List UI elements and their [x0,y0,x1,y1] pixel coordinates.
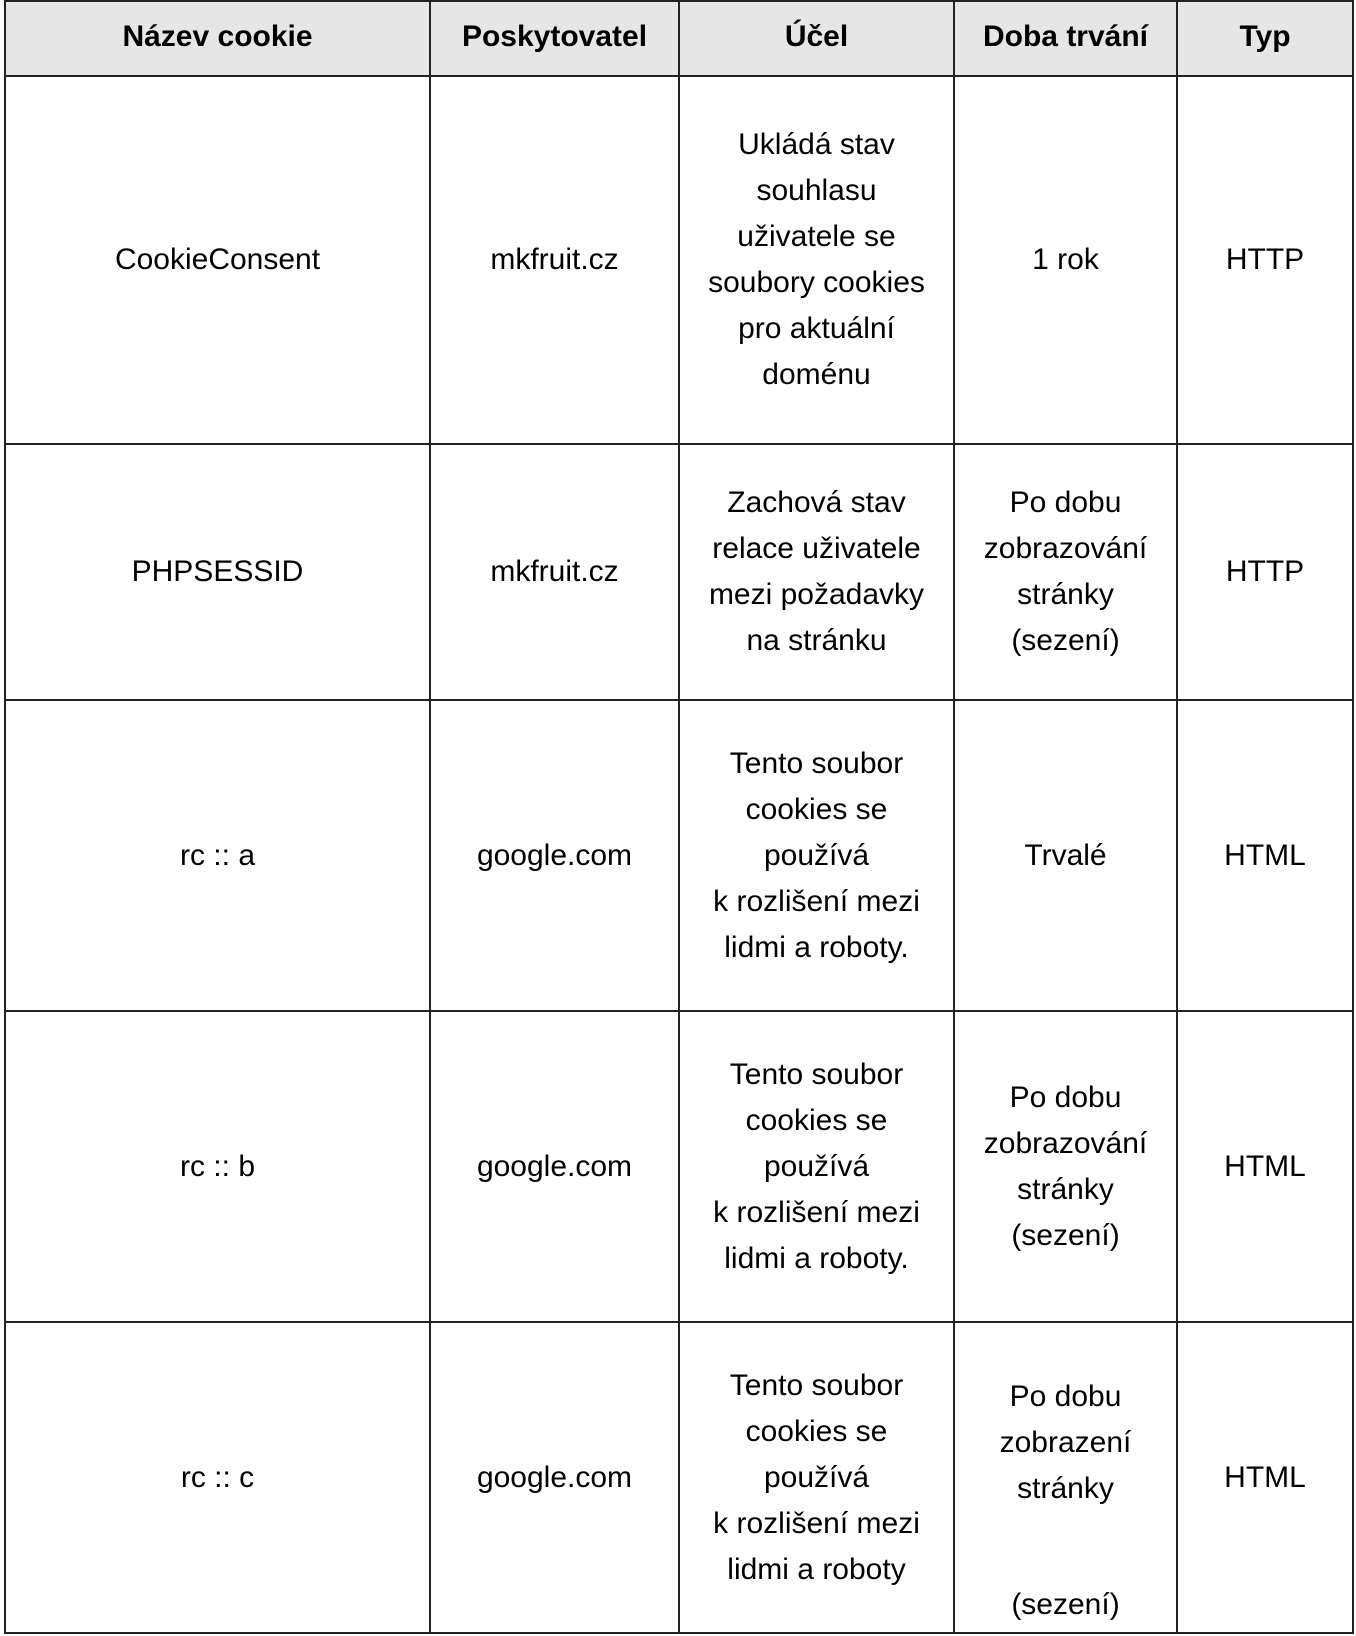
header-provider: Poskytovatel [430,1,679,76]
duration-cell: Trvalé [954,700,1177,1011]
header-duration: Doba trvání [954,1,1177,76]
duration-cell [954,1322,1177,1633]
cookie-name-cell: rc :: b [5,1011,430,1322]
type-cell: HTTP [1177,76,1353,444]
purpose-cell: Tento soubor cookies se používá k rozlišení mezi lidmi a roboty. [679,1011,954,1322]
header-purpose: Účel [679,1,954,76]
table-row [5,76,1353,444]
duration-cell: 1 rok [954,76,1177,444]
duration-note: (sezení) [1011,1587,1120,1621]
table-row [5,1322,1353,1633]
header-cookie-name: Název cookie [5,1,430,76]
cookie-name-cell: PHPSESSID [5,444,430,700]
provider-cell: google.com [430,700,679,1011]
cookie-table [4,0,1354,1634]
table-row [5,444,1353,700]
cookie-name-cell: rc :: a [5,700,430,1011]
cookie-name-cell: CookieConsent [5,76,430,444]
type-cell: HTTP [1177,444,1353,700]
purpose-cell: Tento soubor cookies se používá k rozlišení mezi lidmi a roboty [679,1322,954,1633]
purpose-cell: Tento soubor cookies se používá k rozlišení mezi lidmi a roboty. [679,700,954,1011]
duration-main: Po dobu zobrazení stránky [999,1379,1132,1505]
type-cell: HTML [1177,1011,1353,1322]
header-type: Typ [1177,1,1353,76]
type-cell: HTML [1177,700,1353,1011]
table-row [5,1011,1353,1322]
provider-cell: mkfruit.cz [430,444,679,700]
table-row [5,700,1353,1011]
provider-cell: mkfruit.cz [430,76,679,444]
provider-cell: google.com [430,1011,679,1322]
type-cell: HTML [1177,1322,1353,1633]
cookie-name-cell: rc :: c [5,1322,430,1633]
purpose-cell: Ukládá stav souhlasu uživatele se soubory cookies pro aktuální doménu [679,76,954,444]
purpose-cell: Zachová stav relace uživatele mezi požadavky na stránku [679,444,954,700]
provider-cell: google.com [430,1322,679,1633]
duration-spacer [965,1512,1166,1536]
duration-cell: Po dobu zobrazování stránky (sezení) [954,1011,1177,1322]
duration-cell: Po dobu zobrazování stránky (sezení) [954,444,1177,700]
header-row [5,1,1353,76]
